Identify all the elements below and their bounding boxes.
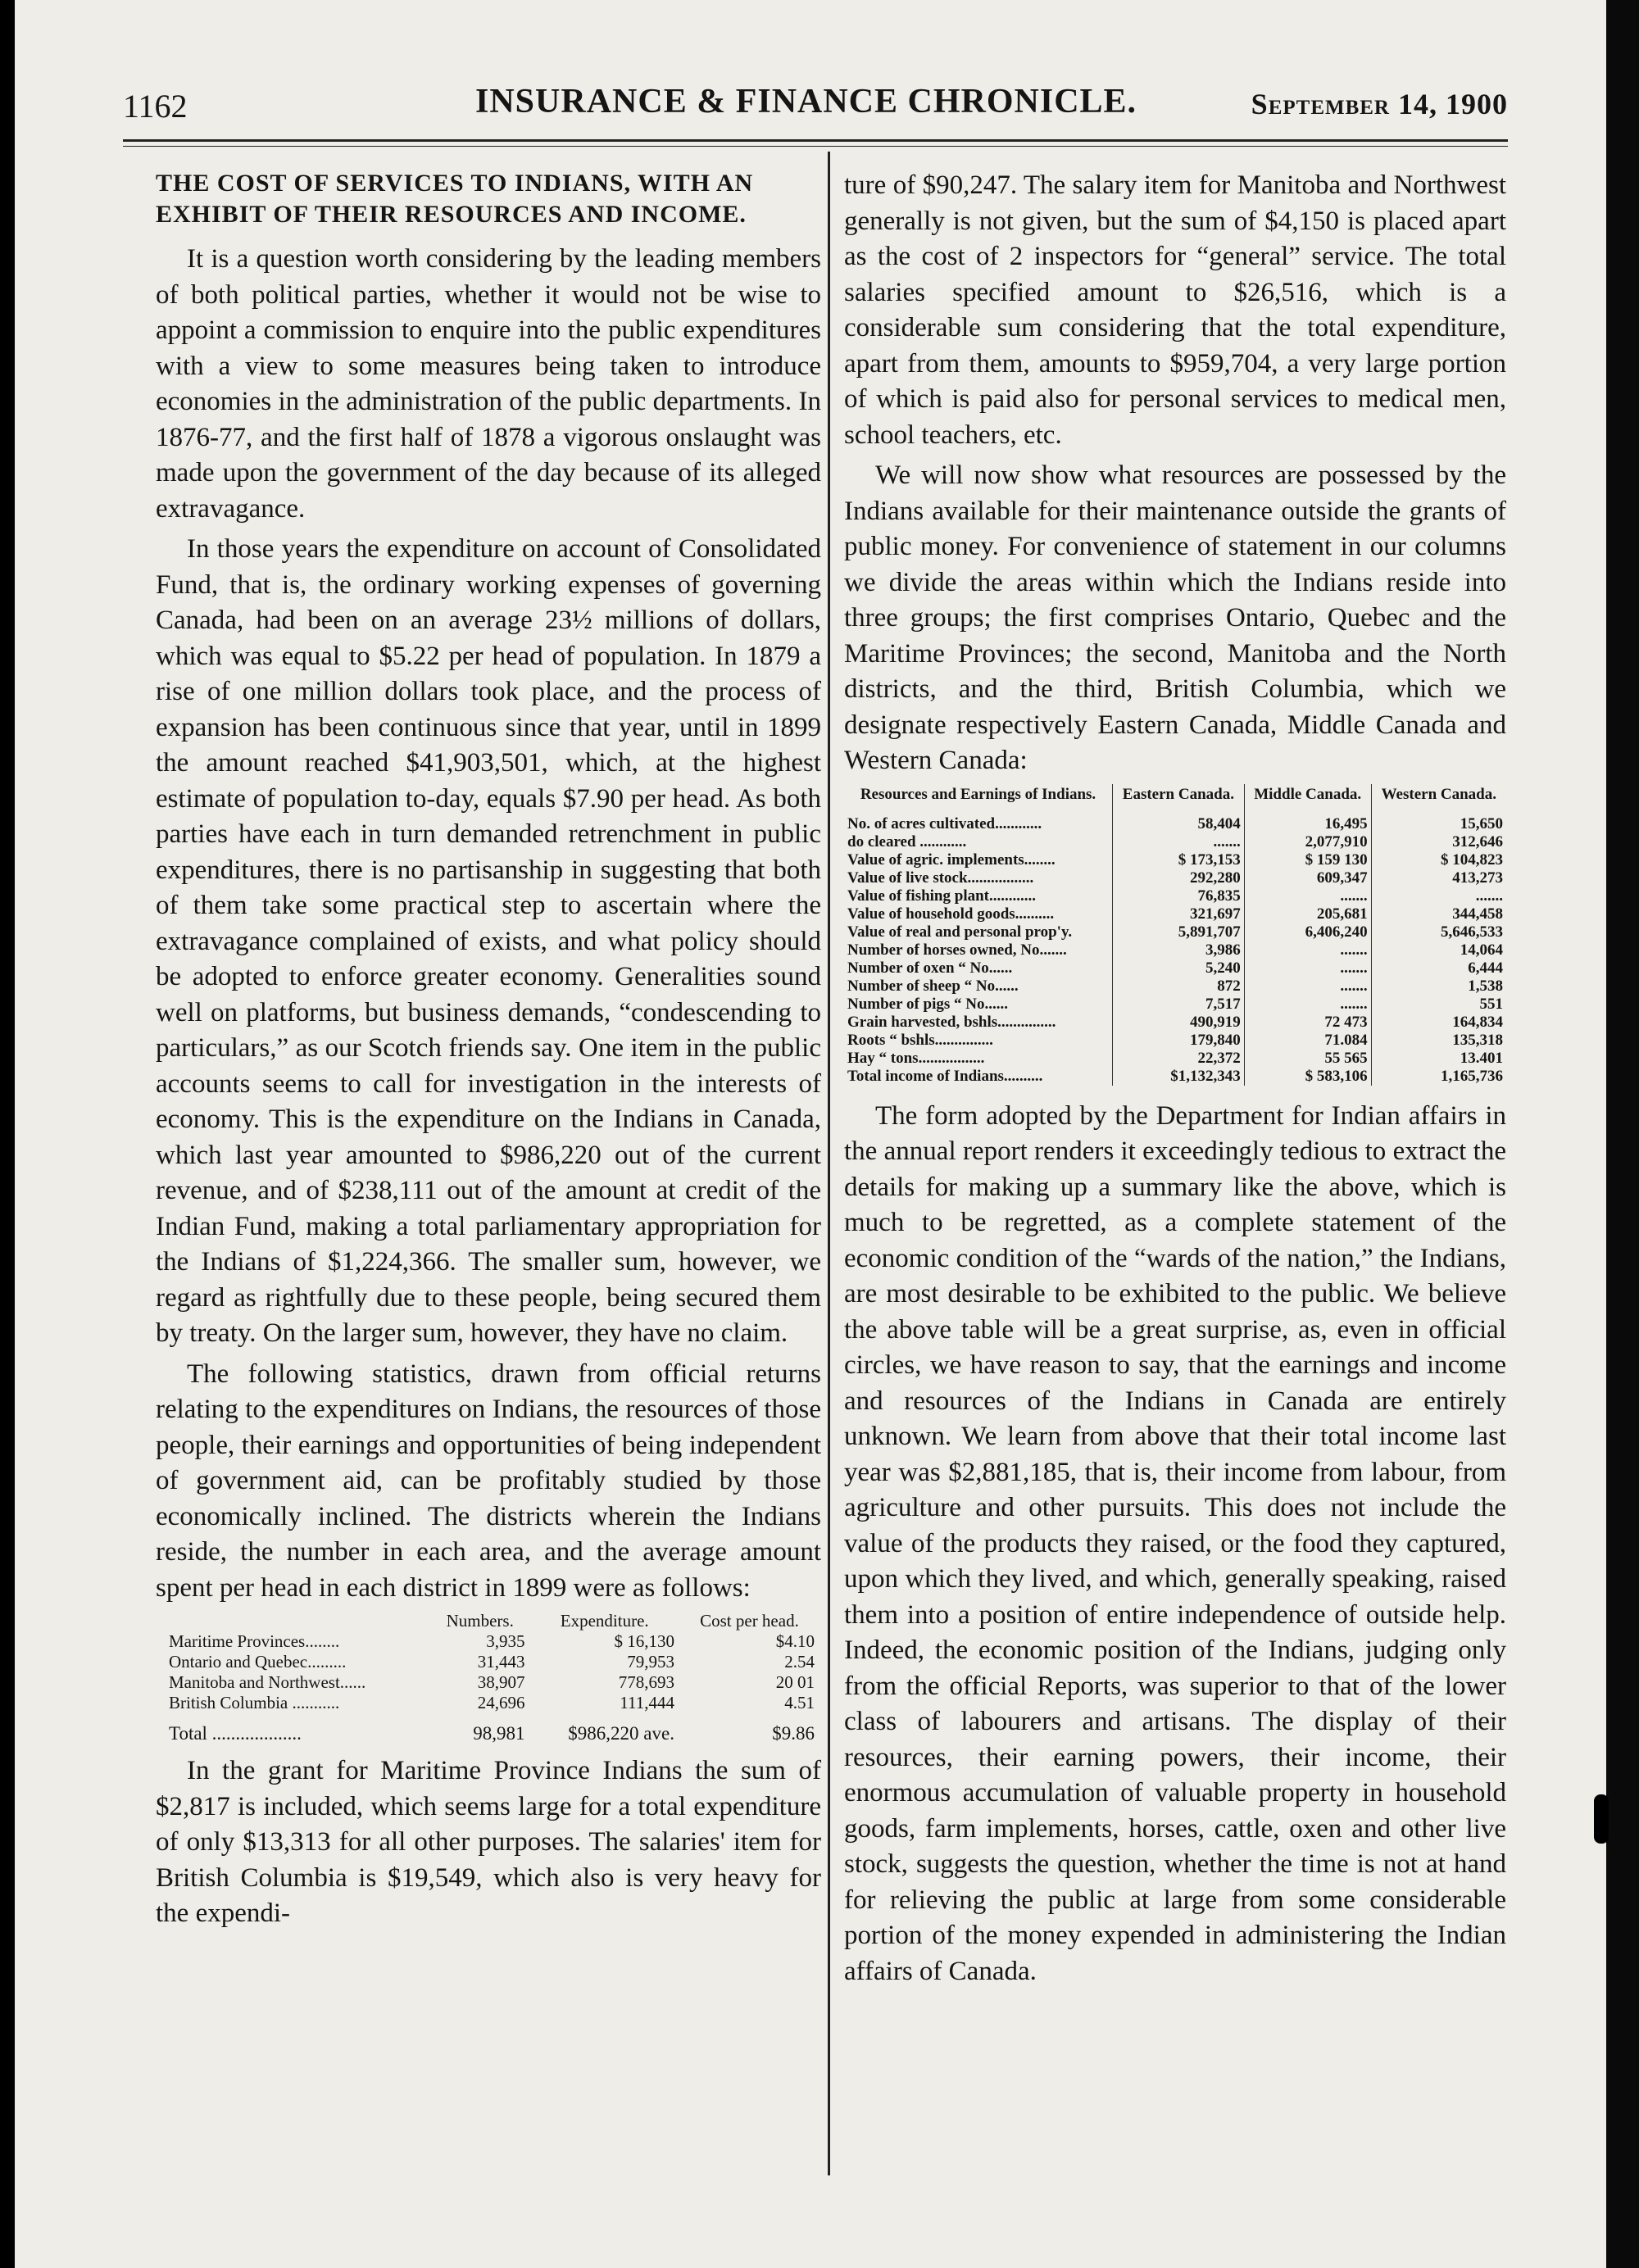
table-cell: $ 173,153 [1113,851,1245,869]
table-header: Cost per head. [700,1611,799,1631]
table-row [164,1672,820,1693]
table-cell: ....... [1244,978,1371,996]
table-cell: 72 473 [1244,1014,1371,1032]
table-row [844,959,1506,978]
table-cell: 292,280 [1113,869,1245,887]
table-cell: 14,064 [1371,941,1506,959]
table-cell: $ 159 130 [1244,851,1371,869]
table-header: Expenditure. [560,1611,649,1631]
table-cell: ....... [1244,996,1371,1014]
table-cell: 179,840 [1113,1032,1245,1050]
table-cell: 79,953 [627,1652,674,1672]
table-cell: Maritime Provinces........ [169,1631,340,1651]
table-cell: 3,986 [1113,941,1245,959]
paragraph-5: ture of $90,247. The salary item for Manitoba and Northwest generally is not given, but the sum of $4,150 is placed apart as the cost of 2 inspectors for “general” service. The total salaries specified amount to $26,516, which is a considerable sum considering that the total expenditure, apart from them, amounts to $959,704, a very large portion of which is paid also for personal services to medical men, school teachers, etc. [844,170,1506,450]
table-cell: 76,835 [1113,887,1245,905]
table-header: Eastern Canada. [1113,784,1245,815]
table-cell: 55 565 [1244,1050,1371,1068]
table-cell: 5,646,533 [1371,923,1506,941]
table-row [844,1050,1506,1068]
table-cell: 98,981 [473,1723,525,1744]
table-cell: Total ................... [169,1723,302,1744]
table-row [844,996,1506,1014]
table-cell: ....... [1244,941,1371,959]
table-cell: $ 16,130 [614,1631,674,1651]
table-cell: 490,919 [1113,1014,1245,1032]
table-cell: 164,834 [1371,1014,1506,1032]
table-row [844,1068,1506,1086]
table-cell: 20 01 [775,1672,815,1692]
paragraph-7: The form adopted by the Department for Indian affairs in the annual report renders it exceedingly tedious to extract the details for making up a summary like the above, which is much to be regretted, as a complete statement of the economic condition of the “wards of the nation,” the Indians, are most desirable to be exhibited to the public. We believe the above table will be a great surprise, as, even in official circles, we have reason to say, that the earnings and income and resources of the Indians in Canada are entirely unknown. We learn from above that their total income last year was $2,881,185, that is, their income from labour, from agriculture and other pursuits. This does not include the value of the products they raised, or the food they captured, upon which they lived, and which, generally speaking, raised them into a position of entire independence of outside help. Indeed, the economic position of the Indians, judging only from the official Reports, was superior to that of the lower class of labourers and artisans. The display of their resources, their earning powers, their income, their enormous accumulation of valuable property in household goods, farm implements, horses, cattle, oxen and other live stock, suggests the question, whether the time is not at hand for relieving the public at large from some considerable portion of the money expended in administering the Indian affairs of Canada. [844,1100,1506,1986]
table-cell: 1,165,736 [1371,1068,1506,1086]
header-rule-bottom [123,146,1508,147]
table-cell: $ 583,106 [1244,1068,1371,1086]
table-row [844,923,1506,941]
table-cell: 2,077,910 [1244,833,1371,851]
table-cell: do cleared ............ [847,832,967,850]
table-row [844,978,1506,996]
table-cell: $1,132,343 [1113,1068,1245,1086]
page-header [123,82,1508,131]
table-row [844,851,1506,869]
table-cell: 15,650 [1371,815,1506,833]
table-cell: 413,273 [1371,869,1506,887]
table-cell: 135,318 [1371,1032,1506,1050]
table-row [164,1693,820,1713]
table-cell: Value of household goods.......... [847,905,1055,923]
table-cell: 13.401 [1371,1050,1506,1068]
left-column [156,168,821,1937]
table-cell: Value of live stock................. [847,869,1034,887]
table-header: Western Canada. [1371,784,1506,815]
table-cell: 205,681 [1244,905,1371,923]
table-cell: Roots “ bshls............... [847,1031,993,1049]
table-cell: Ontario and Quebec......... [169,1652,347,1672]
table-cell: British Columbia ........... [169,1693,340,1712]
table-cell: 31,443 [477,1652,525,1672]
table-cell: 38,907 [477,1672,525,1692]
table-cell: 58,404 [1113,815,1245,833]
table-cell: ....... [1113,833,1245,851]
right-column [844,168,1506,1994]
table-cell: Total income of Indians.......... [847,1067,1043,1085]
table-cell: 778,693 [618,1672,674,1692]
table-cell: ....... [1371,887,1506,905]
header-rule-top [123,139,1508,142]
table-total-row [164,1713,820,1744]
table-cell: $9.86 [772,1723,815,1744]
table-cell: No. of acres cultivated............ [847,814,1042,832]
table-cell: 312,646 [1371,833,1506,851]
table-cell: Hay “ tons................. [847,1049,985,1067]
table-header: Numbers. [446,1611,514,1631]
table-cell: Number of sheep “ No...... [847,977,1019,995]
table-cell: 551 [1371,996,1506,1014]
table-cell: Number of oxen “ No...... [847,959,1013,977]
table-cell: 6,406,240 [1244,923,1371,941]
table-cell: $ 104,823 [1371,851,1506,869]
column-divider [828,152,830,2175]
table-cell: 7,517 [1113,996,1245,1014]
table-row [844,905,1506,923]
scan-edge-right [1606,0,1639,2268]
table-cell: 16,495 [1244,815,1371,833]
resources-table [844,784,1506,1086]
table-row [844,869,1506,887]
table-cell: Manitoba and Northwest...... [169,1672,366,1692]
table-header: Middle Canada. [1244,784,1371,815]
page-number: 1162 [123,88,188,125]
table-cell: Value of agric. implements........ [847,850,1056,869]
table-cell: 24,696 [477,1693,525,1712]
table-row [844,941,1506,959]
table-row [844,1014,1506,1032]
table-cell: 321,697 [1113,905,1245,923]
table-cell: 4.51 [784,1693,815,1712]
paragraph-3: The following statistics, drawn from official returns relating to the expenditures on Indians, the resources of those people, their earnings and opportunities of being independent of government aid, can be profitably studied by those economically inclined. The districts wherein the Indians reside, the number in each area, and the average amount spent per head in each district in 1899 were as follows: [156,1359,821,1603]
table-cell: $986,220 ave. [568,1723,674,1744]
table-header: Resources and Earnings of Indians. [860,785,1096,803]
table-row [844,833,1506,851]
table-cell: Number of horses owned, No....... [847,941,1067,959]
table-cell: Value of real and personal prop'y. [847,923,1073,941]
table-row [844,815,1506,833]
issue-date: September 14, 1900 [1251,88,1508,120]
table-row [164,1652,820,1672]
table-cell: 1,538 [1371,978,1506,996]
table-cell: 5,240 [1113,959,1245,978]
table-cell: 5,891,707 [1113,923,1245,941]
table-cell: 609,347 [1244,869,1371,887]
table-row [844,1032,1506,1050]
publication-title: INSURANCE & FINANCE CHRONICLE. [475,83,1137,120]
table-row [164,1631,820,1652]
scan-edge-left [0,0,15,2268]
paragraph-4: In the grant for Maritime Province Indians the sum of $2,817 is included, which seems large for a total expenditure of only $13,313 for all other purposes. The salaries' item for British Columbia is $19,549, which also is very heavy for the expendi- [156,1756,821,1928]
binding-mark [1594,1794,1609,1844]
table-cell: 3,935 [486,1631,525,1651]
expenditure-table [164,1611,820,1744]
table-cell: 344,458 [1371,905,1506,923]
table-cell: $4.10 [775,1631,815,1651]
table-cell: 872 [1113,978,1245,996]
table-cell: 71.084 [1244,1032,1371,1050]
table-cell: ....... [1244,887,1371,905]
article-headline: THE COST OF SERVICES TO INDIANS, WITH AN EXHIBIT OF THEIR RESOURCES AND INCOME. [156,170,754,228]
table-cell: ....... [1244,959,1371,978]
table-row [844,887,1506,905]
table-cell: 22,372 [1113,1050,1245,1068]
table-cell: 2.54 [784,1652,815,1672]
table-cell: 6,444 [1371,959,1506,978]
table-cell: 111,444 [620,1693,674,1712]
paragraph-2: In those years the expenditure on account of Consolidated Fund, that is, the ordinary working expenses of governing Canada, had been on an average 23½ millions of dollars, which was equal to $5.22 per head of population. In 1879 a rise of one million dollars took place, and the process of expansion has been continuous since that year, until in 1899 the amount reached $41,903,501, which, at the highest estimate of population to-day, equals $7.90 per head. As both parties have each in turn demanded retrenchment in public expenditures, there is no partisanship in suggesting that both of them take some practical step to ascertain where the extravagance complained of exists, and what policy should be adopted to enforce greater economy. Generalities sound well on platforms, but business demands, “condescending to particulars,” as our Scotch friends say. One item in the public accounts seems to call for investigation in the interests of economy. This is the expenditure on the Indians in Canada, which last year amounted to $986,220 out of the current revenue, and of $238,111 out of the amount at credit of the Indian Fund, making a total parliamentary appropriation for the Indians of $1,224,366. The smaller sum, however, we regard as rightfully due to these people, being secured them by treaty. On the larger sum, however, they have no claim. [156,534,821,1348]
table-cell: Grain harvested, bshls............... [847,1013,1056,1031]
table-cell: Value of fishing plant............ [847,887,1036,905]
paragraph-6: We will now show what resources are possessed by the Indians available for their maintenance outside the grants of public money. For convenience of statement in our columns we divide the areas within which the Indians reside into three groups; the first comprises Ontario, Quebec and the Maritime Provinces; the second, Manitoba and the North districts, and the third, British Columbia, which we designate respectively Eastern Canada, Middle Canada and Western Canada: [844,460,1506,775]
table-cell: Number of pigs “ No...... [847,995,1008,1013]
paragraph-1: It is a question worth considering by the leading members of both political parties, whether it would not be wise to appoint a commission to enquire into the public expenditures with a view to some measures being taken to introduce economies in the administration of the public departments. In 1876-77, and the first half of 1878 a vigorous onslaught was made upon the government of the day because of its alleged extravagance. [156,244,821,524]
